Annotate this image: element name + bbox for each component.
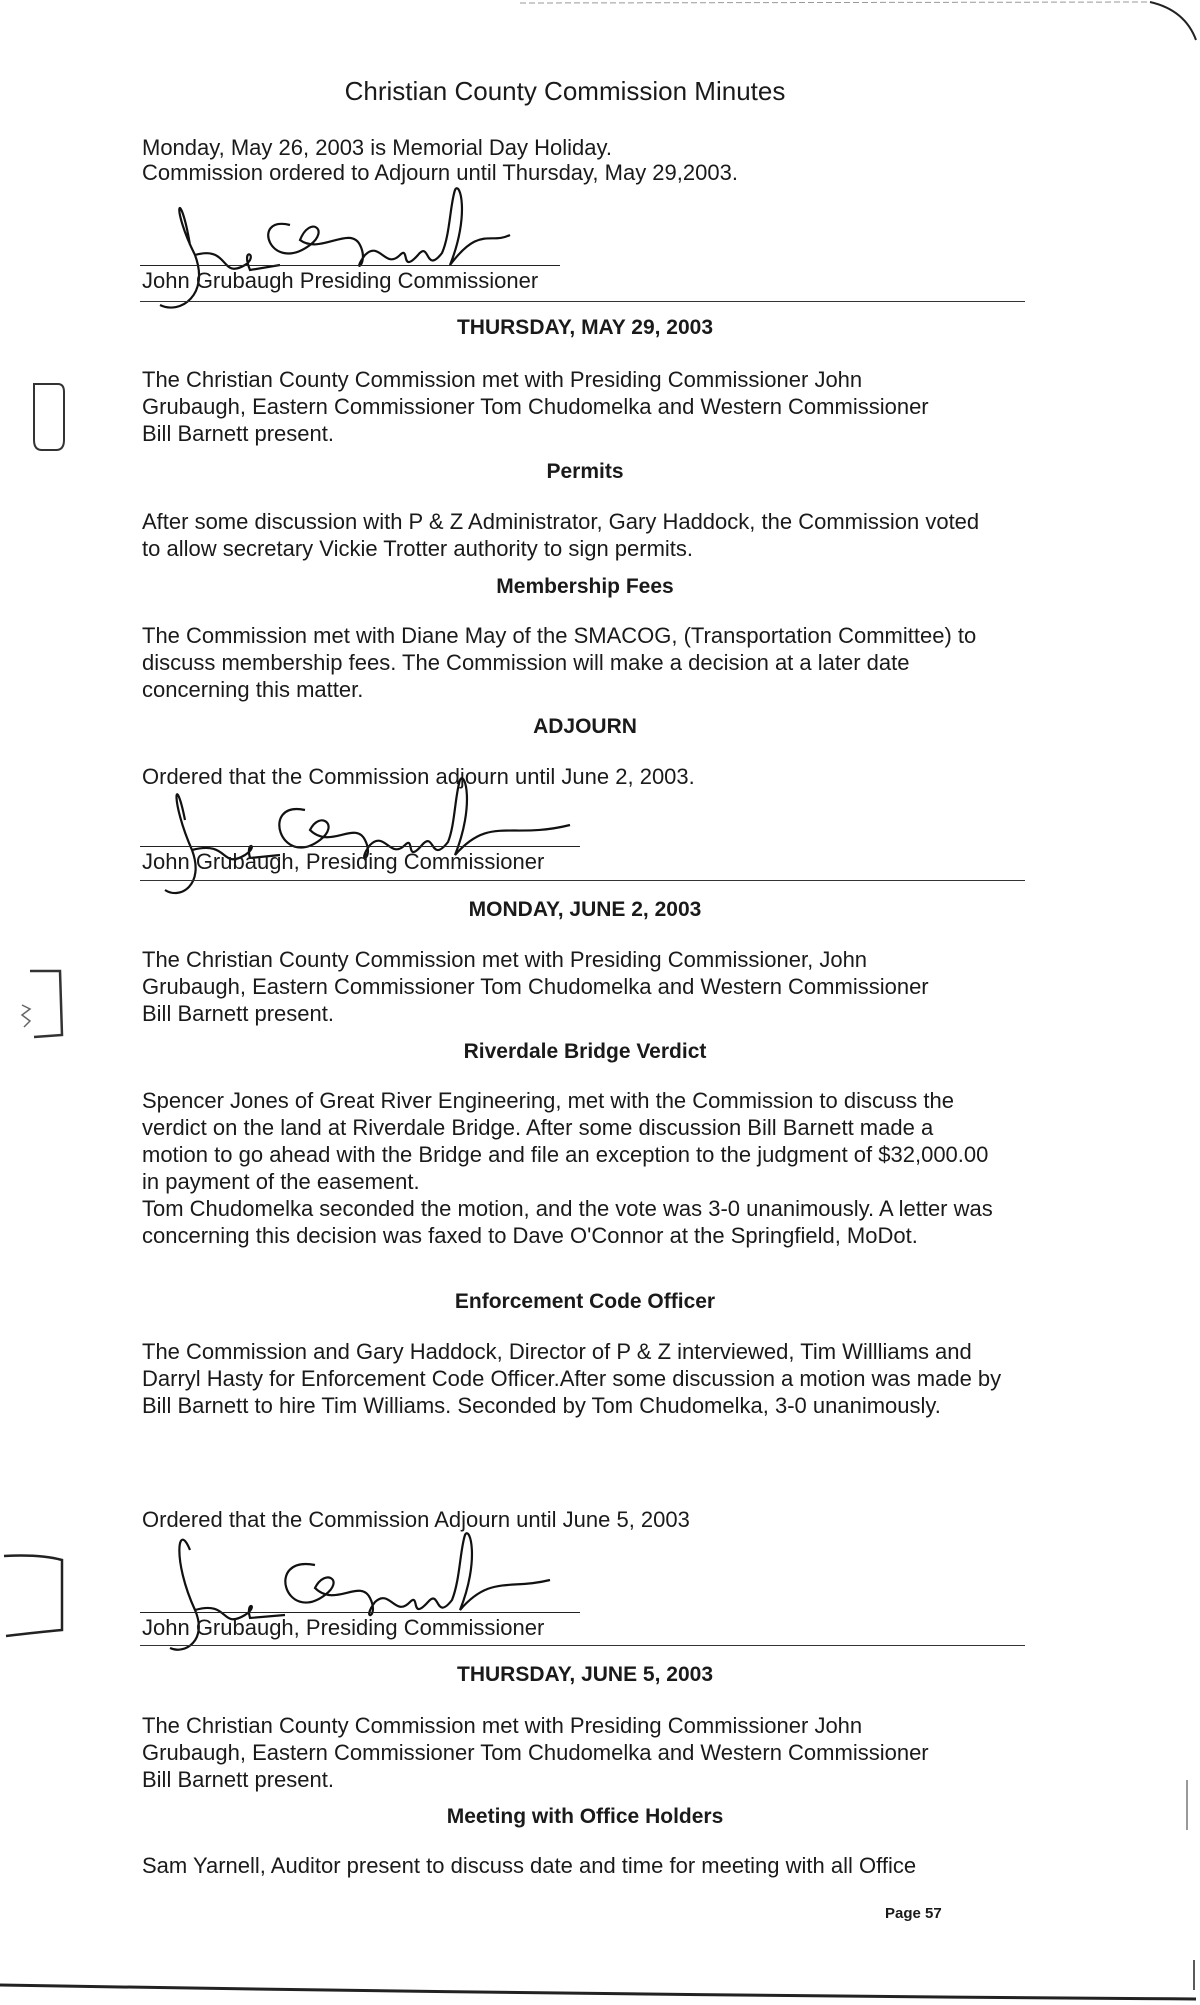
signature-caption: John Grubaugh, Presiding Commissioner xyxy=(142,849,545,874)
signature-caption: John Grubaugh Presiding Commissioner xyxy=(142,268,539,293)
membership-fees-heading: Membership Fees xyxy=(496,575,674,598)
binder-hole-mark xyxy=(0,1550,70,1640)
attendance-paragraph: The Christian County Commission met with Presiding Commissioner, John Grubaugh, Eastern Commissioner Tom Chudomelka and Western Commissioner Bill Barnett present. xyxy=(142,947,929,1026)
section-divider xyxy=(140,1645,1025,1646)
permits-paragraph: After some discussion with P & Z Administrator, Gary Haddock, the Commission voted to allow secretary Vickie Trotter authority to sign permits. xyxy=(142,509,980,561)
binder-hole-mark xyxy=(10,965,70,1045)
adjourn-heading: ADJOURN xyxy=(533,715,637,738)
enforcement-officer-heading: Enforcement Code Officer xyxy=(454,1290,716,1313)
meeting-date-heading: THURSDAY, JUNE 5, 2003 xyxy=(457,1663,713,1686)
signature-line xyxy=(140,265,560,266)
attendance-paragraph: The Christian County Commission met with Presiding Commissioner John Grubaugh, Eastern Commissioner Tom Chudomelka and Western Commissioner Bill Barnett present. xyxy=(142,367,929,446)
signature xyxy=(150,1530,610,1670)
adjourn-order: Ordered that the Commission adjourn until June 2, 2003. xyxy=(142,764,695,789)
attendance-paragraph: The Christian County Commission met with Presiding Commissioner John Grubaugh, Eastern Commissioner Tom Chudomelka and Western Commissioner Bill Barnett present. xyxy=(142,1713,929,1792)
intro-line-2: Commission ordered to Adjourn until Thursday, May 29,2003. xyxy=(142,160,738,185)
signature xyxy=(150,185,570,325)
meeting-date-heading: THURSDAY, MAY 29, 2003 xyxy=(456,316,714,339)
page-number: Page 57 xyxy=(885,1905,942,1922)
binder-hole-mark xyxy=(30,380,70,460)
section-divider xyxy=(140,301,1025,302)
office-holders-paragraph: Sam Yarnell, Auditor present to discuss date and time for meeting with all Office xyxy=(142,1853,917,1878)
signature xyxy=(150,770,610,910)
adjourn-order: Ordered that the Commission Adjourn until June 5, 2003 xyxy=(142,1507,690,1532)
enforcement-officer-paragraph: The Commission and Gary Haddock, Director of P & Z interviewed, Tim Willliams and Darryl Hasty for Enforcement Code Officer.After some discussion a motion was made by Bill Barnett to hire Tim Williams. Seconded by Tom Chudomelka, 3-0 unanimously. xyxy=(142,1339,1002,1418)
office-holders-heading: Meeting with Office Holders xyxy=(446,1805,724,1828)
section-divider xyxy=(140,880,1025,881)
meeting-date-heading: MONDAY, JUNE 2, 2003 xyxy=(468,898,702,921)
intro-line-1: Monday, May 26, 2003 is Memorial Day Holiday. xyxy=(142,135,612,160)
bridge-verdict-paragraph: Spencer Jones of Great River Engineering, met with the Commission to discuss the verdict on the land at Riverdale Bridge. After some discussion Bill Barnett made a motion to go ahead with the Bridge and file an exception to the judgment of $32,000.00 in payment of the easement. xyxy=(142,1088,989,1194)
signature-caption: John Grubaugh, Presiding Commissioner xyxy=(142,1615,545,1640)
signature-line xyxy=(140,1612,580,1613)
document-title: Christian County Commission Minutes xyxy=(344,76,786,106)
bridge-vote-paragraph: Tom Chudomelka seconded the motion, and the vote was 3-0 unanimously. A letter was concerning this decision was faxed to Dave O'Connor at the Springfield, MoDot. xyxy=(142,1196,993,1248)
signature-line xyxy=(140,846,580,847)
bridge-verdict-heading: Riverdale Bridge Verdict xyxy=(463,1040,707,1063)
permits-heading: Permits xyxy=(546,460,624,483)
membership-fees-paragraph: The Commission met with Diane May of the SMACOG, (Transportation Committee) to discuss membership fees. The Commission will make a decision at a later date concerning this matter. xyxy=(142,623,977,702)
